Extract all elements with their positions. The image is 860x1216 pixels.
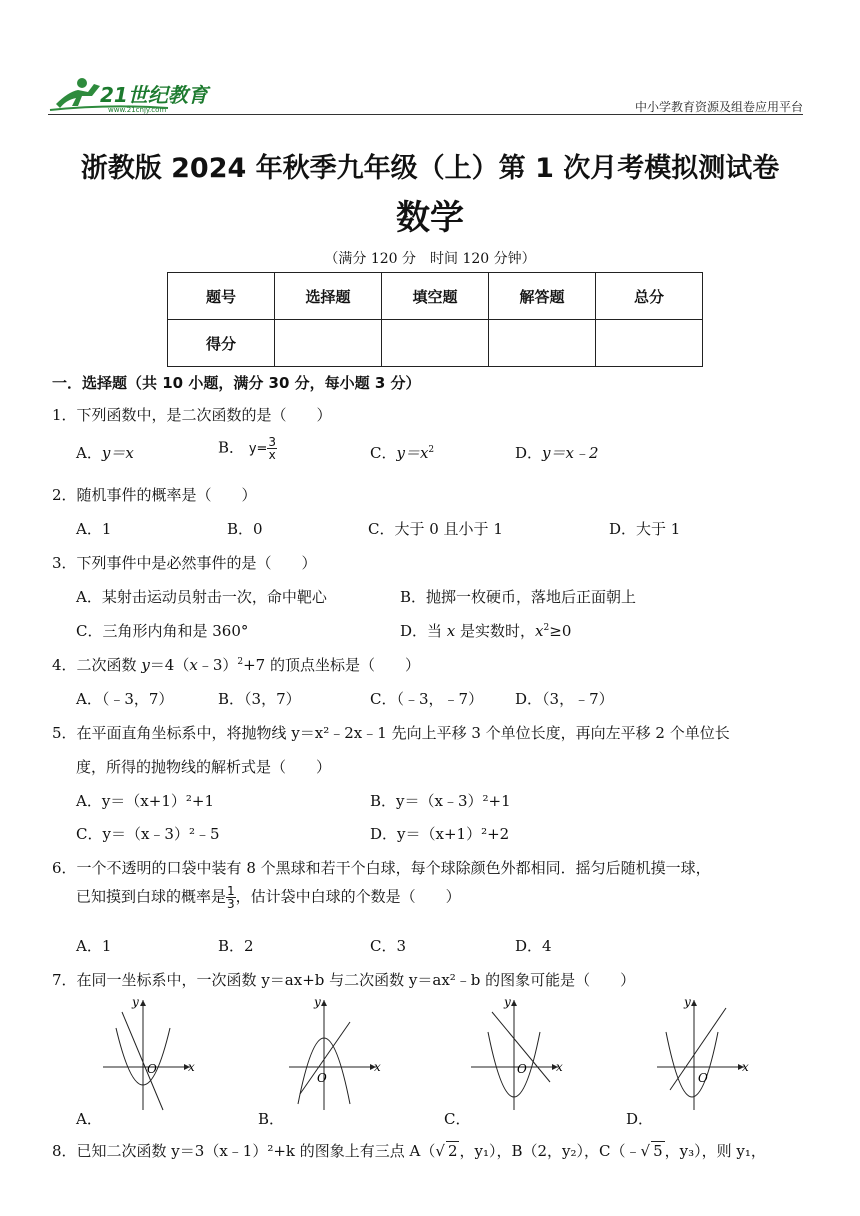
q2-option-d[interactable]: D．大于 1	[609, 520, 681, 538]
q7-option-d[interactable]: D．	[626, 1110, 654, 1128]
option-text: y＝x	[101, 444, 134, 462]
logo	[48, 74, 248, 114]
paper-title: 浙教版 2024 年秋季九年级（上）第 1 次月考模拟测试卷	[80, 153, 780, 184]
fraction-denominator: 3	[227, 897, 235, 911]
stem-text: 4．二次函数	[52, 656, 142, 674]
option-text: y＝x﹣2	[542, 444, 599, 462]
q5-option-c[interactable]: C．y＝（x﹣3）²﹣5	[76, 825, 220, 843]
logo-url: www.21cnjy.com	[108, 106, 167, 114]
option-label: B．	[218, 438, 245, 457]
paper-subject: 数学	[396, 198, 464, 238]
q1-stem: 1．下列函数中，是二次函数的是（ ）	[52, 406, 332, 424]
q5-stem-line1: 5．在平面直角坐标系中，将抛物线 y＝x²﹣2x﹣1 先向上平移 3 个单位长度，再向左平移 2 个单位长	[52, 724, 730, 742]
axis-y-label: y	[504, 995, 511, 1009]
origin-label: O	[698, 1071, 708, 1085]
sqrt-icon: √	[435, 1142, 445, 1160]
q5-option-b[interactable]: B．y＝（x﹣3）²+1	[370, 792, 511, 810]
axis-y-label: y	[132, 995, 139, 1009]
q1-option-b[interactable]	[218, 436, 277, 461]
q7-graph-a[interactable]	[98, 992, 208, 1112]
axis-x-label: x	[374, 1060, 381, 1074]
stem-text: 已知摸到白球的概率是	[76, 887, 227, 906]
fraction	[226, 885, 236, 910]
q3-option-b[interactable]: B．抛掷一枚硬币，落地后正面朝上	[400, 588, 637, 606]
table-cell: 填空题	[382, 273, 489, 320]
q4-option-c[interactable]: C．（﹣3，﹣7）	[370, 690, 484, 708]
superscript: 2	[543, 623, 550, 633]
option-label: C．	[370, 444, 397, 462]
superscript: 2	[428, 445, 435, 455]
table-cell: 得分	[168, 320, 275, 367]
radicand: 2	[447, 1142, 458, 1160]
stem-text: ，估计袋中白球的个数是（ ）	[235, 887, 461, 906]
stem-text: ﹣3）	[197, 656, 238, 674]
platform-name: 中小学教育资源及组卷应用平台	[634, 100, 803, 114]
axis-y-label: y	[314, 995, 321, 1009]
header-divider	[48, 114, 803, 115]
q1-option-a[interactable]	[76, 442, 134, 463]
score-input-cell[interactable]	[596, 320, 703, 367]
origin-label: O	[147, 1062, 157, 1076]
page-header	[48, 68, 803, 116]
origin-label: O	[317, 1071, 327, 1085]
table-cell: 题号	[168, 273, 275, 320]
stem-text: +7 的顶点坐标是（ ）	[243, 656, 420, 674]
logo-text: 21世纪教育	[100, 83, 208, 107]
q4-option-d[interactable]: D．（3，﹣7）	[515, 690, 614, 708]
q4-option-a[interactable]: A．（﹣3，7）	[76, 690, 174, 708]
q7-option-b[interactable]: B．	[258, 1110, 285, 1128]
superscript: 2	[237, 657, 244, 667]
var-x: x	[189, 656, 198, 674]
table-cell: 解答题	[489, 273, 596, 320]
radicand: 5	[653, 1142, 663, 1160]
option-text: y＝x	[396, 444, 429, 462]
q8-stem	[52, 1140, 766, 1161]
q3-option-a[interactable]: A．某射击运动员射击一次，命中靶心	[76, 588, 327, 606]
score-input-cell[interactable]	[275, 320, 382, 367]
q5-option-a[interactable]: A．y＝（x+1）²+1	[76, 792, 215, 810]
stem-text: 8．已知二次函数 y＝3（x﹣1）²+k 的图象上有三点 A（	[52, 1142, 436, 1160]
stem-text: ＝4（	[149, 656, 190, 674]
score-table	[167, 272, 703, 367]
q5-option-d[interactable]: D．y＝（x+1）²+2	[370, 825, 510, 843]
q5-stem-line2: 度，所得的抛物线的解析式是（ ）	[76, 758, 332, 776]
score-table-header	[168, 273, 703, 320]
q2-option-a[interactable]: A．1	[76, 520, 112, 538]
axis-x-label: x	[188, 1060, 195, 1074]
q7-stem: 7．在同一坐标系中，一次函数 y＝ax+b 与二次函数 y＝ax²﹣b 的图象可能是（ ）	[52, 971, 636, 989]
q6-stem-line2	[76, 885, 461, 910]
option-label: D．	[515, 444, 543, 462]
var-y: y	[141, 656, 150, 674]
q6-option-c[interactable]: C．3	[370, 937, 407, 955]
section-heading: 一．选择题（共 10 小题，满分 30 分，每小题 3 分）	[52, 374, 421, 392]
origin-label: O	[517, 1062, 527, 1076]
q7-graph-b[interactable]	[284, 992, 394, 1112]
sqrt-icon: √	[640, 1142, 651, 1160]
q3-stem: 3．下列事件中是必然事件的是（ ）	[52, 554, 317, 572]
table-cell: 选择题	[275, 273, 382, 320]
q6-option-a[interactable]: A．1	[76, 937, 112, 955]
q1-option-d[interactable]	[515, 442, 599, 463]
q6-stem-line1: 6．一个不透明的口袋中装有 8 个黑球和若干个白球，每个球除颜色外都相同．摇匀后随机摸一球，	[52, 859, 711, 877]
axis-y-label: y	[684, 995, 691, 1009]
q7-graph-c[interactable]	[466, 992, 576, 1112]
option-text: ≥0	[549, 622, 572, 640]
fraction-denominator: x	[268, 448, 276, 462]
q3-option-d[interactable]	[400, 620, 571, 641]
q7-option-a[interactable]: A．	[76, 1110, 102, 1128]
q7-option-c[interactable]: C．	[444, 1110, 471, 1128]
score-input-cell[interactable]	[382, 320, 489, 367]
option-label: A．	[76, 444, 102, 462]
option-text: D．当	[400, 622, 447, 640]
stem-text: ，y₁），B（2，y₂），C（﹣	[459, 1142, 641, 1160]
q4-option-b[interactable]: B．（3，7）	[218, 690, 301, 708]
table-cell: 总分	[596, 273, 703, 320]
axis-x-label: x	[556, 1060, 563, 1074]
stem-text: ，y₃），则 y₁，	[664, 1142, 766, 1160]
score-note: （满分 120 分 时间 120 分钟）	[324, 251, 536, 267]
q6-option-d[interactable]: D．4	[515, 937, 552, 955]
q3-option-c[interactable]: C．三角形内角和是 360°	[76, 622, 249, 640]
q2-stem: 2．随机事件的概率是（ ）	[52, 486, 257, 504]
option-text: 是实数时，	[455, 622, 536, 640]
q7-graph-d[interactable]	[652, 992, 762, 1112]
q2-option-c[interactable]: C．大于 0 且小于 1	[368, 520, 503, 538]
var-x: x	[446, 622, 456, 640]
var-x: x	[535, 622, 544, 640]
option-text: y=	[248, 441, 268, 457]
axis-x-label: x	[742, 1060, 749, 1074]
q1-option-c[interactable]	[370, 442, 434, 463]
q6-option-b[interactable]: B．2	[218, 937, 254, 955]
score-table-row	[168, 320, 703, 367]
fraction	[267, 436, 277, 461]
score-input-cell[interactable]	[489, 320, 596, 367]
fraction-numerator: 1	[227, 884, 235, 898]
fraction-numerator: 3	[268, 435, 277, 449]
q2-option-b[interactable]: B．0	[227, 520, 263, 538]
q4-stem	[52, 654, 420, 675]
